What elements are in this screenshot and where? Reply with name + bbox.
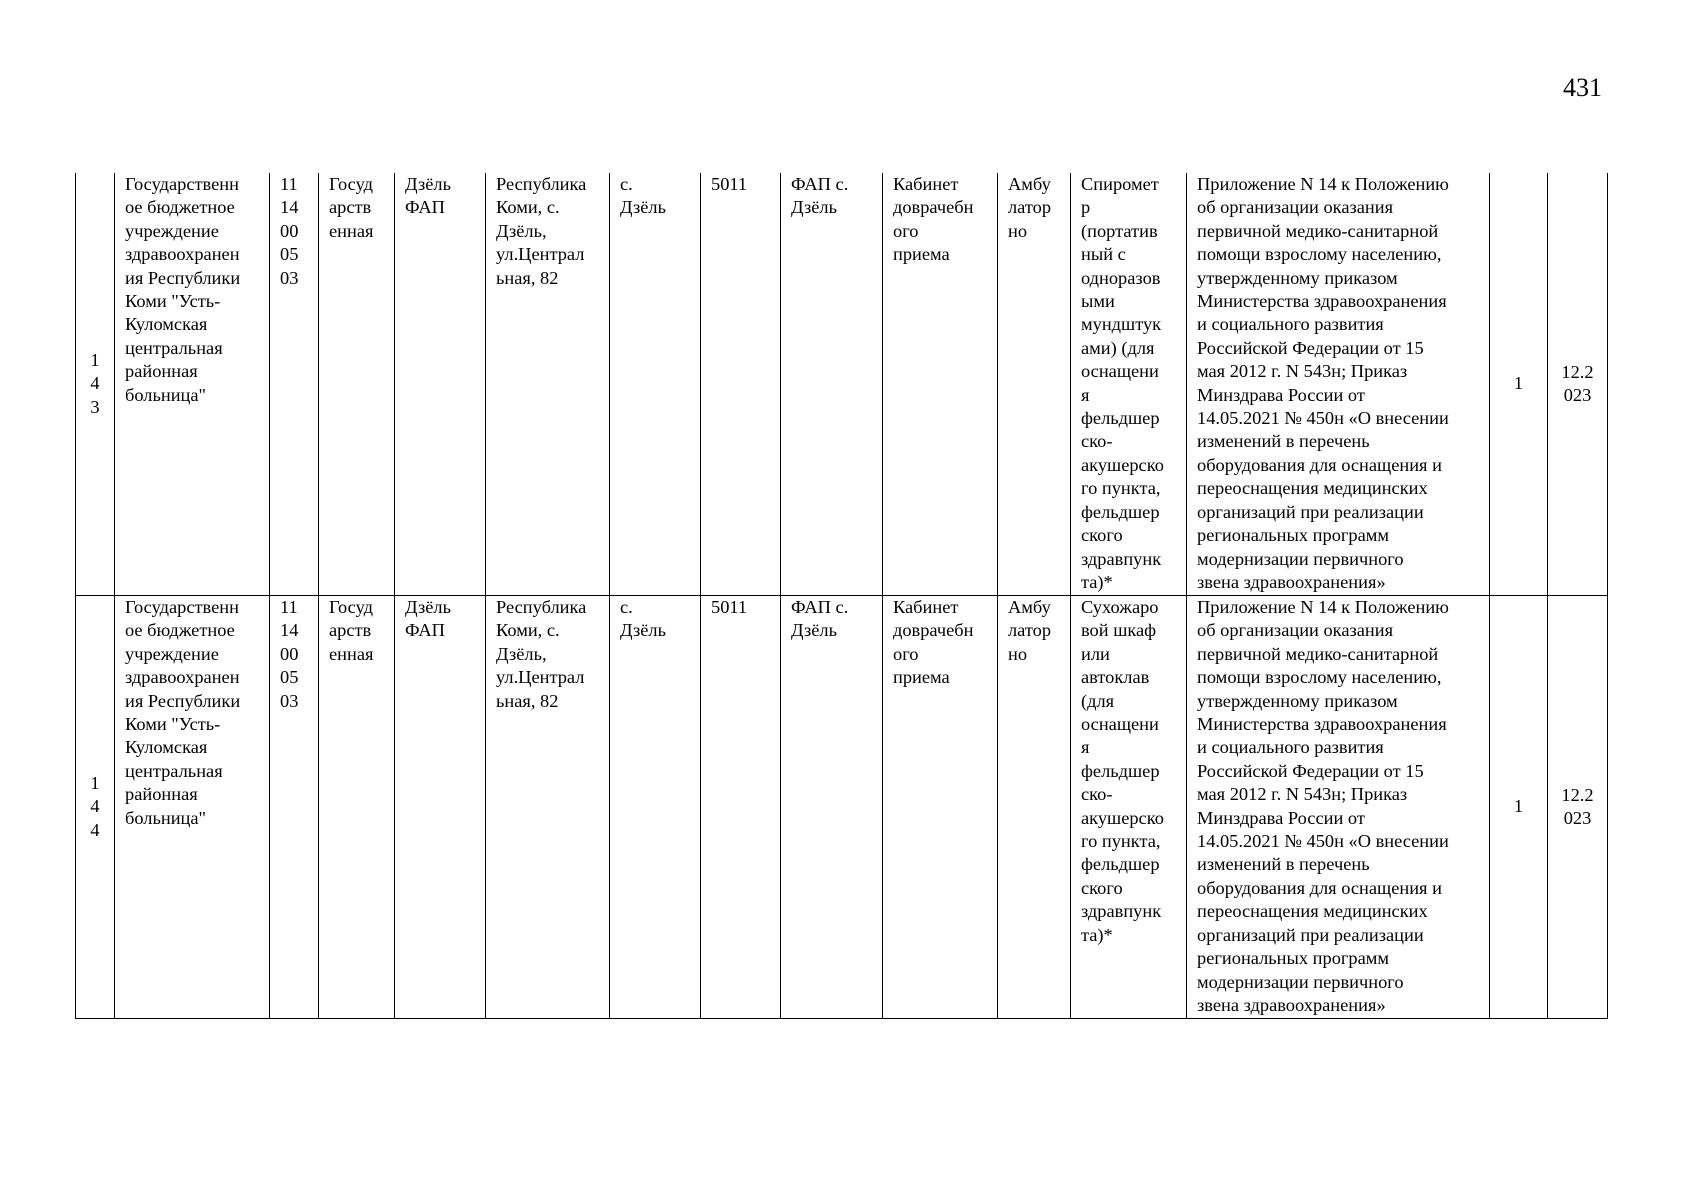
fap-cell: ФАП с. Дзёль <box>781 173 883 596</box>
locality-cell: с. Дзёль <box>610 596 701 1019</box>
table-row <box>76 173 1608 596</box>
care-type-cell: Амбу латор но <box>998 173 1071 596</box>
index-cell: 5011 <box>701 173 781 596</box>
address-cell: Республика Коми, с. Дзёль, ул.Централ ьная, 82 <box>486 596 610 1019</box>
room-cell: Кабинет доврачебн ого приема <box>883 173 998 596</box>
code-cell: 11 14 00 05 03 <box>270 173 319 596</box>
date-cell: 12.2 023 <box>1548 173 1608 596</box>
room-cell: Кабинет доврачебн ого приема <box>883 596 998 1019</box>
ownership-cell: Госуд арств енная <box>319 173 395 596</box>
code-cell: 11 14 00 05 03 <box>270 596 319 1019</box>
equipment-table <box>75 173 1608 1019</box>
ownership-cell: Госуд арств енная <box>319 596 395 1019</box>
basis-cell: Приложение N 14 к Положению об организации оказания первичной медико-санитарной помощи взрослому населению, утвержденному приказом Министерства здравоохранения и социального развития Российской Федерации от 15 мая 2012 г. N 543н; Приказ Минздрава России от 14.05.2021 № 450н «О внесении изменений в перечень оборудования для оснащения и переоснащения медицинских организаций при реализации региональных программ модернизации первичного звена здравоохранения» <box>1187 596 1490 1019</box>
unit-cell: Дзёль ФАП <box>395 596 486 1019</box>
equipment-cell: Спиромет р (портатив ный с одноразов ыми мундштук ами) (для оснащени я фельдшер ско- акушерско го пункта, фельдшер ского здравпунк та)* <box>1071 173 1187 596</box>
fap-cell: ФАП с. Дзёль <box>781 596 883 1019</box>
quantity-cell: 1 <box>1490 596 1548 1019</box>
page-number: 431 <box>1563 73 1602 102</box>
table-row <box>76 596 1608 1019</box>
index-cell: 5011 <box>701 596 781 1019</box>
row-number: 1 4 4 <box>76 596 115 1019</box>
address-cell: Республика Коми, с. Дзёль, ул.Централ ьная, 82 <box>486 173 610 596</box>
basis-cell: Приложение N 14 к Положению об организации оказания первичной медико-санитарной помощи взрослому населению, утвержденному приказом Министерства здравоохранения и социального развития Российской Федерации от 15 мая 2012 г. N 543н; Приказ Минздрава России от 14.05.2021 № 450н «О внесении изменений в перечень оборудования для оснащения и переоснащения медицинских организаций при реализации региональных программ модернизации первичного звена здравоохранения» <box>1187 173 1490 596</box>
locality-cell: с. Дзёль <box>610 173 701 596</box>
equipment-cell: Сухожаро вой шкаф или автоклав (для оснащени я фельдшер ско- акушерско го пункта, фельдшер ского здравпунк та)* <box>1071 596 1187 1019</box>
organization-cell: Государственн ое бюджетное учреждение здравоохранен ия Республики Коми "Усть- Куломская центральная районная больница" <box>115 173 270 596</box>
care-type-cell: Амбу латор но <box>998 596 1071 1019</box>
quantity-cell: 1 <box>1490 173 1548 596</box>
unit-cell: Дзёль ФАП <box>395 173 486 596</box>
organization-cell: Государственн ое бюджетное учреждение здравоохранен ия Республики Коми "Усть- Куломская центральная районная больница" <box>115 596 270 1019</box>
row-number: 1 4 3 <box>76 173 115 596</box>
date-cell: 12.2 023 <box>1548 596 1608 1019</box>
